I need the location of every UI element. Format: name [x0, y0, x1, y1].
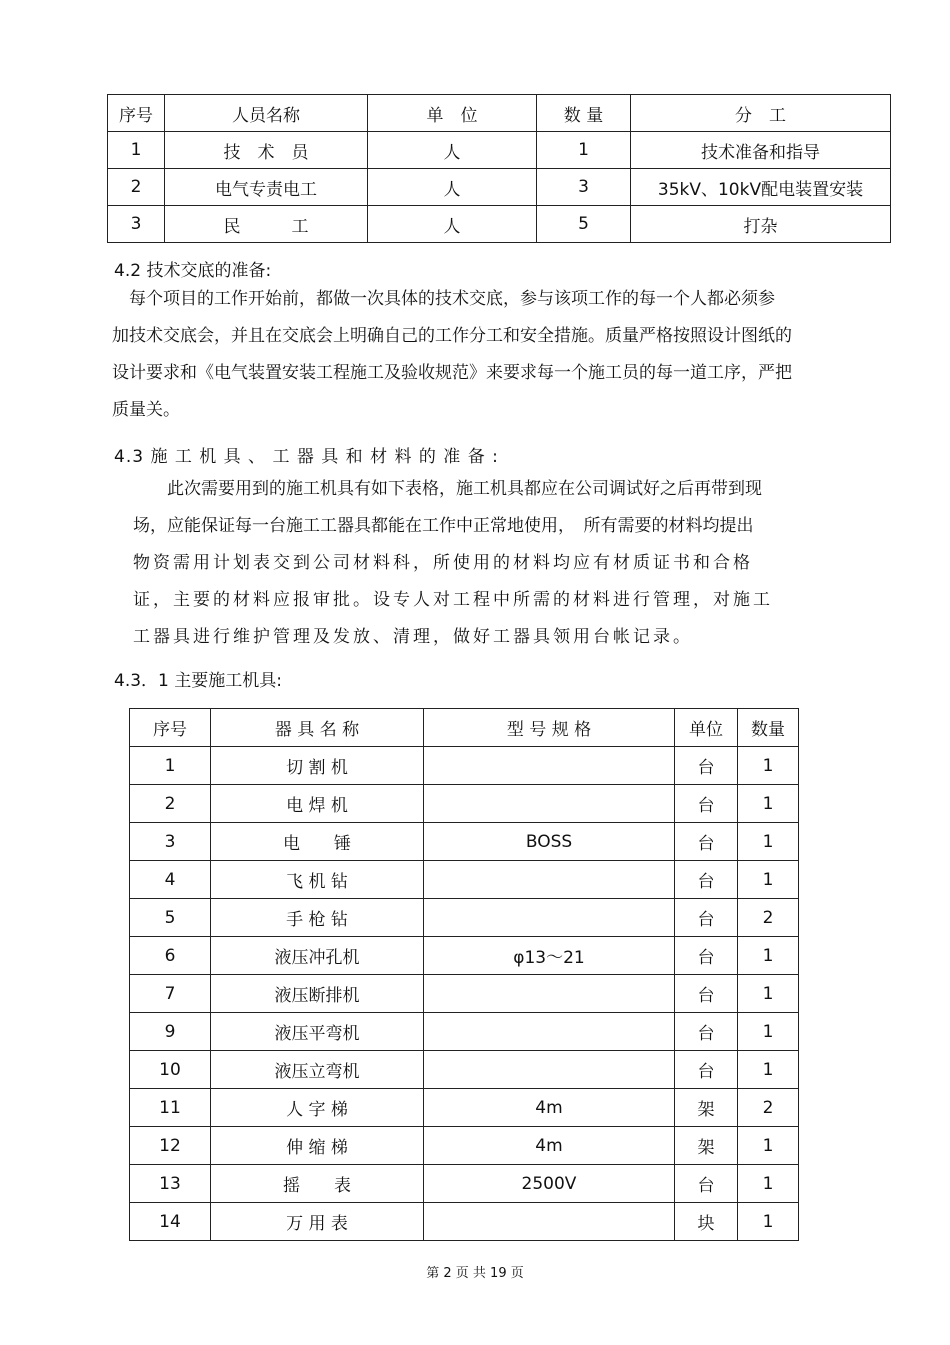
table-cell: 液压冲孔机	[211, 937, 424, 975]
staff-table	[107, 94, 891, 243]
table-cell	[424, 861, 675, 899]
tool-row	[130, 1051, 799, 1089]
table-cell: 11	[130, 1089, 211, 1127]
table-cell: 1	[738, 1013, 799, 1051]
table-cell: 台	[675, 937, 738, 975]
table-cell: 2500V	[424, 1165, 675, 1203]
table-cell: 14	[130, 1203, 211, 1241]
table-cell: 12	[130, 1127, 211, 1165]
tool-row	[130, 861, 799, 899]
table-cell: 技 术 员	[165, 132, 368, 169]
table-cell: 块	[675, 1203, 738, 1241]
section-4-3-line: 证，主要的材料应报审批。设专人对工程中所需的材料进行管理，对施工	[133, 590, 773, 610]
table-cell: 5	[130, 899, 211, 937]
table-cell: 电气专责电工	[165, 169, 368, 206]
tool-row	[130, 1089, 799, 1127]
tool-row	[130, 785, 799, 823]
table-cell: 台	[675, 861, 738, 899]
table-cell	[424, 975, 675, 1013]
staff-row	[108, 169, 891, 206]
table-cell: 台	[675, 1013, 738, 1051]
tools-table	[129, 708, 799, 1241]
table-cell: 4m	[424, 1089, 675, 1127]
table-cell: 1	[738, 937, 799, 975]
table-cell: 切 割 机	[211, 747, 424, 785]
table-cell	[424, 1203, 675, 1241]
table-cell: 4m	[424, 1127, 675, 1165]
table-cell: 1	[738, 1051, 799, 1089]
table-cell: 5	[537, 206, 631, 243]
section-4-2-line: 每个项目的工作开始前，都做一次具体的技术交底，参与该项工作的每一个人都必须参	[112, 289, 775, 309]
tool-row	[130, 747, 799, 785]
staff-row	[108, 132, 891, 169]
section-4-2-heading: 4.2 技术交底的准备:	[114, 261, 272, 281]
table-cell: 4	[130, 861, 211, 899]
table-cell: 液压立弯机	[211, 1051, 424, 1089]
tool-row	[130, 975, 799, 1013]
table-cell: 飞 机 钻	[211, 861, 424, 899]
table-cell: 摇 表	[211, 1165, 424, 1203]
table-cell: 2	[130, 785, 211, 823]
tool-row	[130, 937, 799, 975]
section-4-3-1-heading: 4.3．1 主要施工机具:	[114, 671, 282, 691]
table-cell	[424, 747, 675, 785]
table-cell: 人	[368, 206, 537, 243]
table-cell: 1	[738, 1203, 799, 1241]
table-cell: 人 字 梯	[211, 1089, 424, 1127]
table-cell: 1	[738, 975, 799, 1013]
table-cell: 液压断排机	[211, 975, 424, 1013]
tool-row	[130, 899, 799, 937]
header-cell: 数量	[738, 709, 799, 747]
section-4-3-line: 此次需要用到的施工机具有如下表格，施工机具都应在公司调试好之后再带到现	[150, 479, 762, 499]
table-cell: 10	[130, 1051, 211, 1089]
section-4-3-line: 物资需用计划表交到公司材料科，所使用的材料均应有材质证书和合格	[133, 553, 753, 573]
table-cell: 2	[108, 169, 165, 206]
section-4-3-line: 工器具进行维护管理及发放、清理，做好工器具领用台帐记录。	[133, 627, 693, 647]
table-cell: 架	[675, 1127, 738, 1165]
table-cell: 3	[108, 206, 165, 243]
table-cell: 1	[738, 785, 799, 823]
table-cell: 台	[675, 747, 738, 785]
section-4-3-line: 场，应能保证每一台施工工器具都能在工作中正常地使用， 所有需要的材料均提出	[133, 516, 754, 536]
table-cell: 1	[537, 132, 631, 169]
table-cell: 液压平弯机	[211, 1013, 424, 1051]
table-cell: 伸 缩 梯	[211, 1127, 424, 1165]
header-cell: 单 位	[368, 95, 537, 132]
table-cell: 3	[537, 169, 631, 206]
tool-row	[130, 1203, 799, 1241]
table-cell: 2	[738, 1089, 799, 1127]
header-cell: 序号	[130, 709, 211, 747]
table-cell: 1	[130, 747, 211, 785]
header-cell: 型 号 规 格	[424, 709, 675, 747]
table-cell: 打杂	[631, 206, 891, 243]
tool-row	[130, 1013, 799, 1051]
header-cell: 人员名称	[165, 95, 368, 132]
tool-row	[130, 1165, 799, 1203]
table-cell: 13	[130, 1165, 211, 1203]
table-cell: 台	[675, 1165, 738, 1203]
table-cell: 35kV、10kV配电装置安装	[631, 169, 891, 206]
table-cell: 1	[738, 1165, 799, 1203]
table-cell: 手 枪 钻	[211, 899, 424, 937]
table-cell: 台	[675, 1051, 738, 1089]
table-cell: 7	[130, 975, 211, 1013]
table-cell	[424, 1051, 675, 1089]
page-footer: 第 2 页 共 19 页	[426, 1266, 524, 1281]
table-cell: 3	[130, 823, 211, 861]
table-cell: 万 用 表	[211, 1203, 424, 1241]
table-cell: 电 焊 机	[211, 785, 424, 823]
table-cell: 技术准备和指导	[631, 132, 891, 169]
header-cell: 分 工	[631, 95, 891, 132]
table-cell: 1	[738, 861, 799, 899]
table-cell: 民 工	[165, 206, 368, 243]
header-row	[130, 709, 799, 747]
table-cell: 1	[738, 747, 799, 785]
table-cell: 6	[130, 937, 211, 975]
table-cell: 架	[675, 1089, 738, 1127]
tool-row	[130, 1127, 799, 1165]
section-4-2-line: 加技术交底会，并且在交底会上明确自己的工作分工和安全措施。质量严格按照设计图纸的	[112, 326, 792, 346]
table-cell: 1	[738, 823, 799, 861]
table-cell: φ13～21	[424, 937, 675, 975]
table-cell	[424, 899, 675, 937]
tool-row	[130, 823, 799, 861]
table-cell: 1	[108, 132, 165, 169]
table-cell: 台	[675, 899, 738, 937]
header-row	[108, 95, 891, 132]
section-4-3-heading: 4.3 施 工 机 具 、 工 器 具 和 材 料 的 准 备 :	[114, 447, 499, 467]
table-cell: BOSS	[424, 823, 675, 861]
table-cell: 9	[130, 1013, 211, 1051]
table-cell: 2	[738, 899, 799, 937]
header-cell: 器 具 名 称	[211, 709, 424, 747]
table-cell: 台	[675, 823, 738, 861]
table-cell	[424, 1013, 675, 1051]
table-cell: 台	[675, 975, 738, 1013]
table-cell: 台	[675, 785, 738, 823]
staff-row	[108, 206, 891, 243]
table-cell: 人	[368, 169, 537, 206]
header-cell: 单位	[675, 709, 738, 747]
section-4-2-line: 质量关。	[112, 400, 180, 420]
table-cell: 1	[738, 1127, 799, 1165]
header-cell: 序号	[108, 95, 165, 132]
table-cell	[424, 785, 675, 823]
table-cell: 人	[368, 132, 537, 169]
table-cell: 电 锤	[211, 823, 424, 861]
header-cell: 数 量	[537, 95, 631, 132]
section-4-2-line: 设计要求和《电气装置安装工程施工及验收规范》来要求每一个施工员的每一道工序，严把	[112, 363, 792, 383]
